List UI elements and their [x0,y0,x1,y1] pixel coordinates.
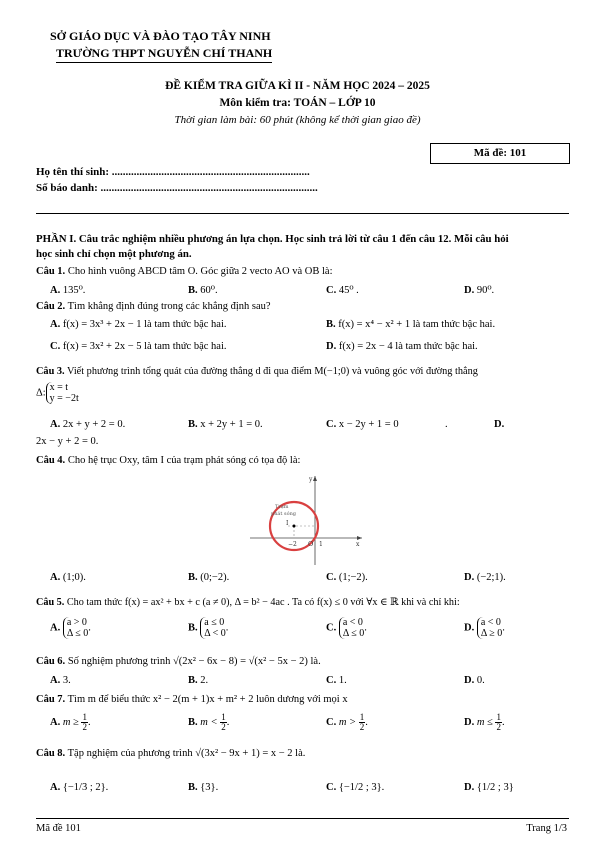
question-1 [36,266,332,277]
q1-option-d: D. 90⁰. [464,285,495,296]
q5-option-b: B. a ≤ 0 Δ < 0 . [188,617,229,639]
q1-label: Câu 1. [36,266,66,277]
q4-option-a: A. (1;0). [50,572,86,583]
q6-option-a: A. 3. [50,675,71,686]
part1-heading-line1: PHẦN I. Câu trắc nghiệm nhiều phương án lựa chọn. Học sinh trả lời từ câu 1 đến câu 12. Mỗi câu hỏi [36,233,509,245]
department-name: SỞ GIÁO DỤC VÀ ĐÀO TẠO TÂY NINH [50,29,271,43]
q4-option-d: D. (−2;1). [464,572,506,583]
student-id-field: Số báo danh: ............................................................................... [36,182,318,194]
footer-exam-code: Mã đề 101 [36,823,81,834]
question-4: Câu 4. Cho hệ trục Oxy, tâm I của trạm phát sóng có tọa độ là: [36,455,301,466]
q7-option-c: C. m > $\frac{1}{2}$ . [326,712,368,732]
q8-option-a: A. {−1/3 ; 2}. [50,782,109,793]
exam-subject: Môn kiểm tra: TOÁN – LỚP 10 [219,97,376,109]
q1-option-c: C. 45⁰ . [326,285,359,296]
q3-option-d-text: 2x − y + 2 = 0. [36,436,99,447]
fig-origin-label: O [308,540,314,548]
fig-tick-minus2: −2 [288,541,297,548]
q3-dot: . [445,419,448,430]
q7-option-d: D. m ≤ $\frac{1}{2}$ . [464,712,505,732]
question-2: Câu 2. Tìm khẳng định đúng trong các khẳng định sau? [36,301,271,312]
q7-option-a: A. m ≥ $\frac{1}{2}$ . [50,712,91,732]
q1-option-b: B. 60⁰. [188,285,218,296]
q8-option-b: B. {3}. [188,782,219,793]
q3-option-a: A. 2x + y + 2 = 0. [50,419,126,430]
fig-x-label: x [356,541,360,548]
q2-option-c: C. f(x) = 3x² + 2x − 5 là tam thức bậc hai. [50,341,227,352]
q3-option-b: B. x + 2y + 1 = 0. [188,419,263,430]
q5-option-a: A. a > 0 Δ ≤ 0 . [50,617,91,639]
q3-line-system: Δ: x = t y = −2t [36,382,79,404]
q5-option-c: C. a < 0 Δ ≤ 0 . [326,617,367,639]
exam-title: ĐỀ KIỂM TRA GIỮA KÌ II - NĂM HỌC 2024 – 2025 [165,80,430,92]
q3-option-c: C. x − 2y + 1 = 0 [326,419,399,430]
student-name-field: Họ tên thí sinh: ........................................................................ [36,166,310,178]
q1-text: Cho hình vuông ABCD tâm O. Góc giữa 2 vecto AO và OB là: [67,266,333,277]
header-divider [36,213,569,214]
q2-option-a: A. f(x) = 3x³ + 2x − 1 là tam thức bậc hai. [50,319,227,330]
exam-duration: Thời gian làm bài: 60 phút (không kể thời gian giao đề) [174,114,421,126]
q2-option-d: D. f(x) = 2x − 4 là tam thức bậc hai. [326,341,478,352]
fig-tick-one: 1 [319,541,323,548]
question-6: Câu 6. Số nghiệm phương trình √(2x² − 6x − 8) = √(x² − 5x − 2) là. [36,656,321,667]
fig-center-label: I [286,520,289,527]
q3-option-d: D. [494,419,505,430]
q2-option-b: B. f(x) = x⁴ − x² + 1 là tam thức bậc hai. [326,319,496,330]
school-name: TRƯỜNG THPT NGUYỄN CHÍ THANH [56,46,272,63]
question-5: Câu 5. Cho tam thức f(x) = ax² + bx + c (a ≠ 0), Δ = b² − 4ac . Ta có f(x) ≤ 0 với ∀x ∈ ℝ khi và chỉ khi: [36,597,460,608]
part1-heading-line2: học sinh chỉ chọn một phương án. [36,248,192,260]
q8-option-c: C. {−1/2 ; 3}. [326,782,385,793]
q7-option-b: B. m < $\frac{1}{2}$ . [188,712,230,732]
fig-station-label-1: Trạm [275,504,289,510]
question-3: Câu 3. Viết phương trình tổng quát của đường thẳng d đi qua điểm M(−1;0) và vuông góc với đường thẳng [36,366,478,377]
footer-divider [36,818,569,819]
q4-coordinate-figure [250,470,365,566]
fig-station-label-2: phát sóng [271,511,296,517]
q6-option-b: B. 2. [188,675,209,686]
q4-option-b: B. (0;−2). [188,572,230,583]
question-7: Câu 7. Tìm m để biểu thức x² − 2(m + 1)x + m² + 2 luôn dương với mọi x [36,694,348,705]
question-8: Câu 8. Tập nghiệm của phương trình √(3x² − 9x + 1) = x − 2 là. [36,748,306,759]
q1-option-a: A. 135⁰. [50,285,86,296]
q6-option-d: D. 0. [464,675,485,686]
q4-option-c: C. (1;−2). [326,572,368,583]
q6-option-c: C. 1. [326,675,347,686]
exam-code-box: Mã đề: 101 [430,143,570,164]
q3-system-brace: x = t y = −2t [46,382,79,404]
q5-option-d: D. a < 0 Δ ≥ 0 . [464,617,505,639]
q8-option-d: D. {1/2 ; 3} [464,782,514,793]
footer-page-number: Trang 1/3 [526,823,567,834]
fig-y-label: y [309,476,313,483]
